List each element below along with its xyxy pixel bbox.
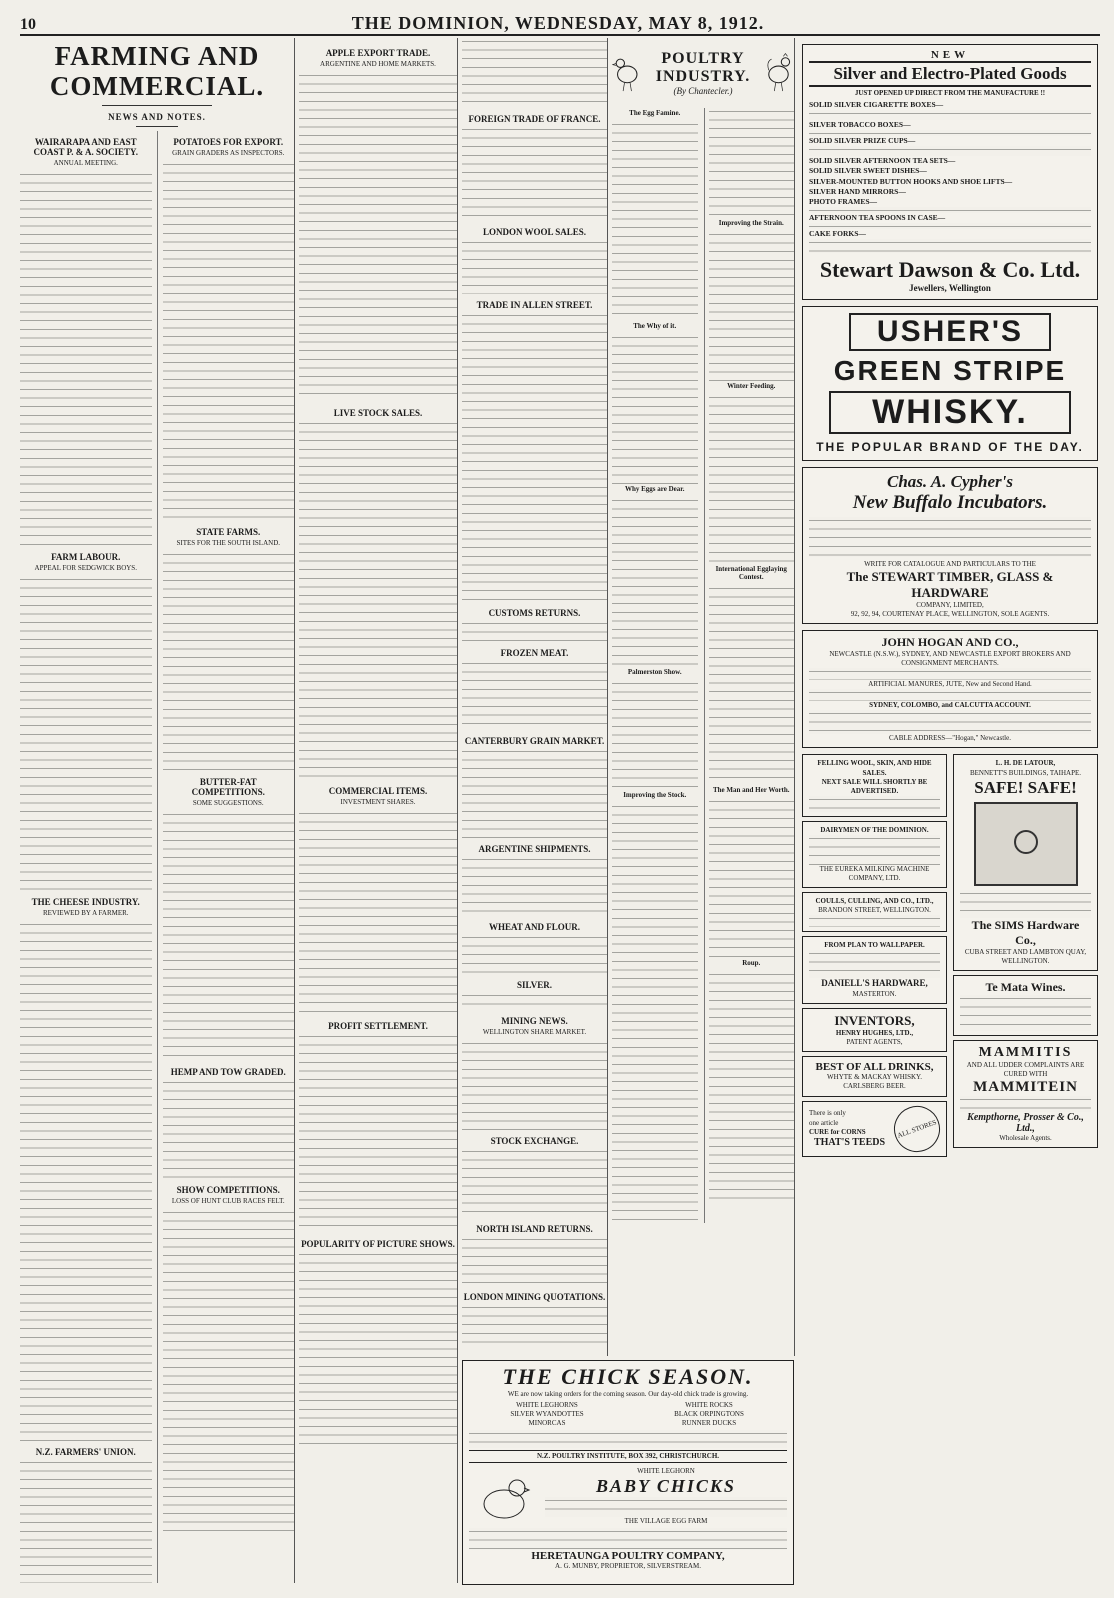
- article-text: [612, 334, 698, 484]
- hogan-desc: NEWCASTLE (N.S.W.), SYDNEY, AND NEWCASTLE EXPORT BROKERS AND CONSIGNMENT MERCHANTS.: [829, 650, 1071, 668]
- apple-headline: APPLE EXPORT TRADE.: [325, 48, 431, 58]
- rooster-illustration-icon: [766, 43, 794, 103]
- all-stores-stamp: ALL STORES: [888, 1099, 947, 1158]
- silver-item: SOLID SILVER CIGARETTE BOXES—: [809, 100, 944, 110]
- carlsberg: CARLSBERG BEER.: [843, 1082, 906, 1091]
- column-apple: [299, 38, 458, 1583]
- stewart-timber: The STEWART TIMBER, GLASS & HARDWARE: [846, 568, 1054, 600]
- felling-title: FELLING WOOL, SKIN, AND HIDE SALES.: [817, 759, 932, 777]
- usher-whisky: WHISKY.: [829, 391, 1071, 434]
- article-text: [163, 811, 295, 1061]
- article-text: [709, 798, 795, 958]
- sims-address: CUBA STREET AND LAMBTON QUAY, WELLINGTON.: [964, 947, 1087, 965]
- kempthorne-name: Kempthorne, Prosser & Co., Ltd.,: [967, 1112, 1084, 1135]
- article-text: [20, 576, 152, 891]
- silver-item: SILVER HAND MIRRORS—: [809, 186, 906, 196]
- breed-6: RUNNER DUCKS: [681, 1419, 737, 1428]
- intl-contest-label: International Egglaying Contest.: [715, 565, 787, 581]
- show-comp-headline: SHOW COMPETITIONS.: [176, 1185, 280, 1196]
- palmerston-label: Palmerston Show.: [627, 668, 682, 676]
- silver-ad: [802, 44, 1098, 300]
- article-text: [163, 551, 295, 771]
- allen-street-headline: TRADE IN ALLEN STREET.: [476, 300, 593, 310]
- article-text: [612, 497, 698, 667]
- teeds-title: THAT'S TEEDS: [813, 1136, 886, 1148]
- wheat-flour-headline: WHEAT AND FLOUR.: [489, 922, 580, 932]
- share-table: [299, 810, 457, 1015]
- drinks-ad: [802, 1056, 947, 1096]
- foreign-trade-headline: FOREIGN TRADE OF FRANCE.: [468, 114, 601, 124]
- article-text: [462, 660, 607, 730]
- ad-text: [545, 1497, 787, 1517]
- graders-label: GRAIN GRADERS AS INSPECTORS.: [172, 149, 285, 158]
- popularity-headline: POPULARITY OF PICTURE SHOWS.: [301, 1239, 455, 1249]
- article-text: [299, 1251, 457, 1451]
- argentine-label: ARGENTINE AND HOME MARKETS.: [320, 60, 436, 68]
- article-text: [709, 108, 795, 218]
- improving-stock-label: Improving the Stock.: [623, 791, 687, 799]
- chick-intro: WE are now taking orders for the coming season. Our day-old chick trade is growing.: [507, 1390, 749, 1398]
- hogan-name: JOHN HOGAN AND CO.,: [881, 635, 1019, 649]
- safe-title: SAFE! SAFE!: [974, 777, 1077, 797]
- incubator-ad: [802, 467, 1098, 624]
- silver-title: Silver and Electro-Plated Goods: [809, 61, 1091, 87]
- article-text: [612, 803, 698, 1223]
- article-text: [462, 312, 607, 602]
- breed-3: MINORCAS: [528, 1419, 566, 1428]
- suggestions-label: SOME SUGGESTIONS.: [192, 799, 264, 808]
- egg-famine-label: The Egg Famine.: [629, 109, 681, 117]
- winter-label: Winter Feeding.: [727, 382, 776, 390]
- silver-item: SILVER-MOUNTED BUTTON HOOKS AND SHOE LIFTS—: [809, 176, 1013, 186]
- te-mata-ad: [953, 975, 1098, 1036]
- hen-illustration-icon: [612, 43, 640, 103]
- mammitis-ad: [953, 1040, 1098, 1148]
- appeal-label: APPEAL FOR SEDGWICK BOYS.: [34, 564, 137, 573]
- silver-item: SOLID SILVER SWEET DISHES—: [809, 166, 927, 176]
- silver-headline: SILVER.: [517, 980, 552, 990]
- article-text: [709, 585, 795, 785]
- argentine-shipments-headline: ARGENTINE SHIPMENTS.: [478, 844, 591, 854]
- sims-name: The SIMS Hardware Co.,: [971, 917, 1080, 947]
- london-mining-headline: LONDON MINING QUOTATIONS.: [463, 1292, 606, 1302]
- live-stock-headline: LIVE STOCK SALES.: [333, 408, 423, 418]
- eureka-company: THE EUREKA MILKING MACHINE COMPANY, LTD.: [819, 864, 930, 883]
- chick-title: THE CHICK SEASON.: [502, 1364, 754, 1389]
- next-sale: NEXT SALE WILL SHORTLY BE ADVERTISED.: [821, 777, 928, 795]
- wallpaper-ad: [802, 936, 947, 1004]
- plan-wallpaper: FROM PLAN TO WALLPAPER.: [824, 941, 925, 950]
- ad-text: [469, 1430, 787, 1448]
- hogan-account: SYDNEY, COLOMBO, and CALCUTTA ACCOUNT.: [869, 701, 1031, 710]
- te-mata-title: Te Mata Wines.: [985, 979, 1066, 994]
- latour-name: L. H. DE LATOUR,: [995, 759, 1056, 768]
- wairarapa-headline: WAIRARAPA AND EAST COAST P. & A. SOCIETY.: [33, 137, 138, 158]
- dairymen-title: DAIRYMEN OF THE DOMINION.: [820, 825, 929, 834]
- article-text: [163, 1079, 295, 1179]
- bennett-buildings: BENNETT'S BUILDINGS, TAIHAPE.: [969, 768, 1081, 777]
- teeds-ad: [802, 1101, 947, 1157]
- column-poultry: [612, 38, 795, 1356]
- article-text: [20, 921, 152, 1441]
- article-text: [299, 420, 457, 780]
- mammitis-sub: AND ALL UDDER COMPLAINTS ARE CURED WITH: [966, 1060, 1085, 1078]
- north-island-headline: NORTH ISLAND RETURNS.: [476, 1224, 593, 1234]
- mining-headline: MINING NEWS.: [501, 1016, 568, 1026]
- article-text: [462, 620, 607, 642]
- potatoes-headline: POTATOES FOR EXPORT.: [173, 137, 284, 148]
- roup-label: Roup.: [742, 959, 761, 967]
- page-number: 10: [20, 16, 36, 33]
- cypher-name: Chas. A. Cypher's: [887, 471, 1013, 491]
- coulls-ad: [802, 892, 947, 932]
- poultry-header-art: [612, 38, 794, 108]
- mammitis-title: MAMMITIS: [978, 1044, 1073, 1060]
- breed-1: WHITE LEGHORNS: [516, 1401, 578, 1410]
- canterbury-headline: CANTERBURY GRAIN MARKET.: [464, 736, 605, 746]
- hughes-name: HENRY HUGHES, LTD.,: [835, 1029, 914, 1038]
- stewart-address: 92, 92, 94, COURTENAY PLACE, WELLINGTON, SOLE AGENTS.: [850, 609, 1050, 618]
- usher-ad: [802, 306, 1098, 461]
- masthead: [20, 8, 1100, 36]
- article-text: [709, 394, 795, 564]
- farmers-union-headline: N.Z. FARMERS' UNION.: [35, 1447, 136, 1458]
- chick-illustration-icon: [469, 1466, 539, 1526]
- cheese-headline: THE CHEESE INDUSTRY.: [31, 897, 140, 908]
- article-text: [612, 121, 698, 321]
- poultry-title: POULTRY INDUSTRY.: [655, 50, 751, 85]
- silver-item: CAKE FORKS—: [809, 228, 866, 238]
- frozen-meat-headline: FROZEN MEAT.: [500, 648, 569, 658]
- teeds-line: one article: [809, 1118, 839, 1127]
- article-text: [462, 748, 607, 838]
- why-eggs-label: Why Eggs are Dear.: [625, 485, 685, 493]
- hemp-headline: HEMP AND TOW GRADED.: [170, 1067, 286, 1078]
- annual-meeting-label: ANNUAL MEETING.: [53, 159, 118, 168]
- breed-4: WHITE ROCKS: [685, 1401, 733, 1410]
- state-farms-headline: STATE FARMS.: [196, 527, 261, 538]
- investment-label: INVESTMENT SHARES.: [340, 798, 416, 806]
- coulls-name: COULLS, CULLING, AND CO., LTD.,: [815, 897, 934, 906]
- south-island-label: SITES FOR THE SOUTH ISLAND.: [176, 539, 281, 548]
- article-text: [709, 971, 795, 1201]
- news-label: NEWS AND NOTES.: [108, 112, 206, 123]
- masterton: MASTERTON.: [852, 990, 897, 999]
- share-table: [462, 1040, 607, 1130]
- baby-chicks-title: BABY CHICKS: [596, 1475, 736, 1496]
- breed-2: SILVER WYANDOTTES: [510, 1410, 584, 1419]
- stewart-company: COMPANY, LIMITED,: [916, 600, 984, 609]
- usher-name: USHER'S: [849, 313, 1051, 351]
- safe-illustration-icon: [974, 802, 1078, 886]
- brandon-street: BRANDON STREET, WELLINGTON.: [818, 906, 931, 915]
- silver-item: PHOTO FRAMES—: [809, 196, 877, 206]
- article-text: [462, 934, 607, 974]
- article-text: [462, 856, 607, 916]
- article-text: [462, 992, 607, 1010]
- why-of-it-label: The Why of it.: [633, 322, 677, 330]
- improving-label: Improving the Strain.: [718, 219, 784, 227]
- article-text: [462, 1304, 607, 1344]
- usher-green-stripe: GREEN STRIPE: [833, 354, 1067, 386]
- inventors-ad: [802, 1008, 947, 1052]
- article-text: [163, 1209, 295, 1539]
- article-text: [20, 171, 152, 546]
- article-text: [20, 1459, 152, 1583]
- section-title: FARMING AND COMMERCIAL.: [49, 41, 265, 101]
- silver-item: SOLID SILVER AFTERNOON TEA SETS—: [809, 156, 956, 166]
- village-egg-farm: THE VILLAGE EGG FARM: [624, 1516, 708, 1525]
- article-text: [462, 1236, 607, 1286]
- silver-item: AFTERNOON TEA SPOONS IN CASE—: [809, 212, 946, 222]
- reviewed-label: REVIEWED BY A FARMER.: [42, 909, 129, 918]
- stewart-pre: WRITE FOR CATALOGUE AND PARTICULARS TO THE: [864, 559, 1036, 568]
- wholesale-agents: Wholesale Agents.: [999, 1134, 1052, 1143]
- newspaper-title: THE DOMINION, WEDNESDAY, MAY 8, 1912.: [351, 13, 765, 33]
- dawson-name: Stewart Dawson & Co. Ltd.: [819, 257, 1081, 283]
- article-text: [163, 161, 295, 521]
- article-text: [709, 231, 795, 381]
- loss-hunt-label: LOSS OF HUNT CLUB RACES FELT.: [171, 1197, 285, 1206]
- column-ads: [800, 38, 1100, 1583]
- patent-agents: PATENT AGENTS,: [846, 1038, 903, 1047]
- teeds-line: CURE for CORNS: [809, 1127, 866, 1136]
- inventors-title: INVENTORS,: [834, 1013, 915, 1029]
- silver-new: NEW: [930, 49, 970, 61]
- column-commercial: [462, 38, 608, 1356]
- wellington-share-label: WELLINGTON SHARE MARKET.: [482, 1028, 587, 1036]
- butter-fat-headline: BUTTER-FAT COMPETITIONS.: [191, 777, 265, 798]
- silver-item: SOLID SILVER PRIZE CUPS—: [809, 136, 916, 146]
- dawson-sub: Jewellers, Wellington: [909, 283, 991, 294]
- article-text: [462, 1148, 607, 1218]
- man-worth-label: The Man and Her Worth.: [712, 786, 790, 794]
- teeds-line: There is only: [809, 1109, 846, 1118]
- customs-headline: CUSTOMS RETURNS.: [488, 608, 581, 618]
- heretaunga-name: HERETAUNGA POULTRY COMPANY,: [531, 1550, 725, 1563]
- ad-text: [469, 1528, 787, 1550]
- commercial-headline: COMMERCIAL ITEMS.: [328, 786, 428, 796]
- safe-ad: [953, 754, 1098, 970]
- munby-line: A. G. MUNBY, PROPRIETOR, SILVERSTREAM.: [555, 1562, 701, 1571]
- article-text: [299, 72, 457, 402]
- article-text: [612, 680, 698, 790]
- felling-ad: [802, 754, 947, 816]
- chick-season-ad: [462, 1360, 794, 1585]
- white-leghorn-label: WHITE LEGHORN: [637, 1466, 695, 1475]
- article-text: [462, 126, 607, 221]
- silver-item: SILVER TOBACCO BOXES—: [809, 120, 911, 130]
- breed-5: BLACK ORPINGTONS: [674, 1410, 744, 1419]
- farm-labour-headline: FARM LABOUR.: [51, 552, 121, 563]
- silver-intro: JUST OPENED UP DIRECT FROM THE MANUFACTURE !!: [854, 89, 1046, 97]
- mammitein-title: MAMMITEIN: [973, 1079, 1078, 1096]
- whyte-mackay: WHYTE & MACKAY WHISKY.: [827, 1073, 922, 1082]
- article-text: [462, 239, 607, 294]
- daniells-name: DANIELL'S HARDWARE,: [821, 978, 928, 989]
- usher-tagline: THE POPULAR BRAND OF THE DAY.: [816, 439, 1084, 454]
- poultry-byline: (By Chantecler.): [673, 86, 733, 96]
- best-drinks: BEST OF ALL DRINKS,: [815, 1061, 934, 1074]
- cypher-product: New Buffalo Incubators.: [852, 491, 1048, 513]
- article-text: [462, 38, 607, 108]
- institute-line: N.Z. POULTRY INSTITUTE, BOX 392, CHRISTCHURCH.: [469, 1450, 787, 1463]
- hogan-ad: [802, 630, 1098, 748]
- column-farming: [20, 38, 295, 1583]
- stock-exchange-headline: STOCK EXCHANGE.: [490, 1136, 579, 1146]
- cable-address: CABLE ADDRESS—"Hogan," Newcastle.: [889, 734, 1011, 743]
- hogan-manures: ARTIFICIAL MANURES, JUTE, New and Second Hand.: [868, 680, 1032, 689]
- london-wool-headline: LONDON WOOL SALES.: [482, 227, 587, 237]
- profit-headline: PROFIT SETTLEMENT.: [328, 1021, 428, 1031]
- article-text: [299, 1033, 457, 1233]
- eureka-ad: [802, 821, 947, 888]
